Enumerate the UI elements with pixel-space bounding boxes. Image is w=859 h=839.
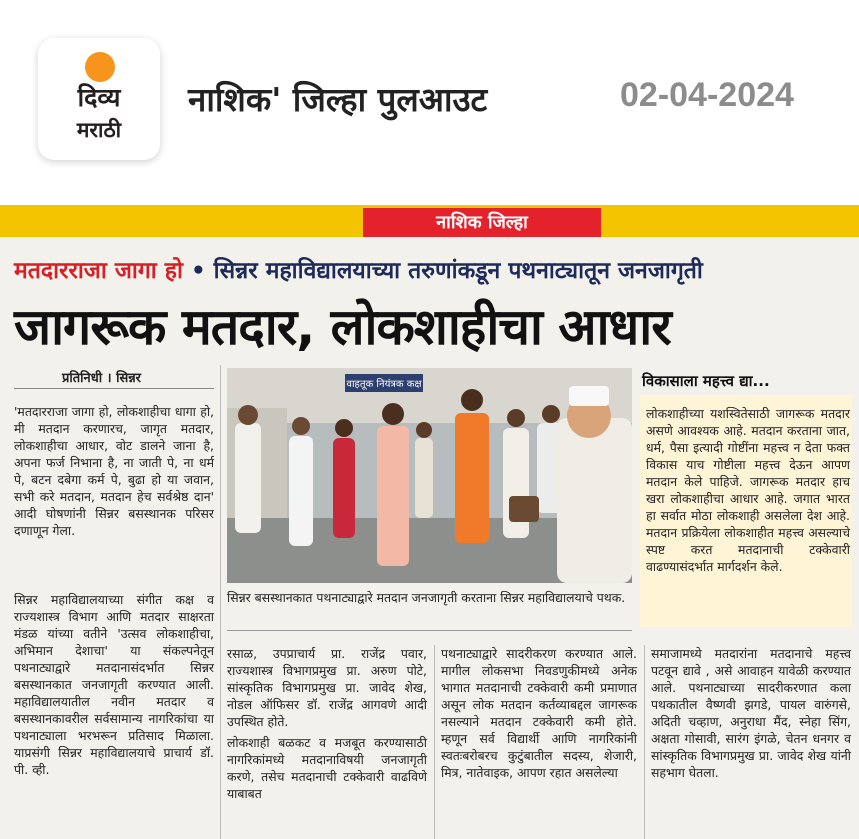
caption-divider bbox=[227, 630, 632, 631]
kicker-red: मतदारराजा जागा हो bbox=[14, 258, 183, 284]
byline-divider bbox=[14, 388, 214, 389]
headline: जागरूक मतदार, लोकशाहीचा आधार bbox=[14, 298, 671, 356]
section-tab: नाशिक जिल्हा bbox=[363, 208, 601, 237]
column-1-paragraph-2: सिन्नर महाविद्यालयाच्या संगीत कक्ष व राज्यशास्त्र विभाग आणि मतदार साक्षरता मंडळ यांच्या वतीने 'उत्सव लोकशाहीचा, अभिमान देशाचा' या संकल्पनेतून पथनाट्याद्वारे मतदानासंदर्भात सिन्नर बसस्थानकात जनजागृती करण्यात आली. महाविद्यालयातील नवीन मतदार व बसस्थानकावरील सर्वसामान्य नागरिकांचा या पथनाट्याला भरभरून प्रतिसाद मिळाला. याप्रसंगी सिन्नर महाविद्यालयाचे प्राचार्य डॉ. पी. व्ही. bbox=[14, 592, 214, 777]
article-column-3 bbox=[227, 645, 427, 806]
news-photo[interactable] bbox=[227, 368, 632, 583]
column-5-paragraph: समाजामध्ये मतदारांना मतदानाचे महत्त्व पटवून द्यावे , असे आवाहन यावेळी करण्यात आले. पथनाट्याच्या सादरीकरणात कला पथकातील वैष्णवी झगडे, पायल वारुंगसे, अदिती चव्हाण, अनुराधा मैंद, स्नेहा सिंग, अक्षता गोसावी, सारंग इंगळे, चेतन धनगर व सांस्कृतिक विभागप्रमुख प्रा. जावेद शेख यांनी सहभाग घेतला. bbox=[651, 646, 851, 780]
column-3-paragraph-1: रसाळ, उपप्राचार्य प्रा. राजेंद्र पवार, राज्यशास्त्र विभागप्रमुख प्रा. अरुण पोटे, सांस्कृतिक विभागप्रमुख प्रा. जावेद शेख, नोडल ऑफिसर डॉ. राजेंद्र आगवणे आदी उपस्थित होते. bbox=[227, 646, 427, 729]
column-rule-2 bbox=[434, 645, 435, 839]
divya-marathi-logo[interactable] bbox=[38, 38, 160, 160]
column-4-paragraph: पथनाट्याद्वारे सादरीकरण करण्यात आले. मागील लोकसभा निवडणुकीमध्ये अनेक भागात मतदानाची टक्केवारी कमी प्रमाणात असून लोक मतदान कर्तव्याबद्दल जागरूक नसल्याने मतदान टक्केवारी कमी होते. म्हणून सर्व विद्यार्थी आणि नागरिकांनी स्वतःबरोबरच कुटुंबातील सदस्य, शेजारी, मित्र, नातेवाइक, आपण रहात असलेल्या bbox=[441, 646, 637, 780]
column-rule-1 bbox=[220, 365, 221, 839]
kicker-tagline bbox=[14, 253, 703, 285]
logo-text-divya: दिव्य bbox=[77, 83, 121, 112]
sidebar-text: लोकशाहीच्या यशस्वितेसाठी जागरूक मतदार असणे आवश्यक आहे. मतदान करताना जात, धर्म, पैसा इत्यादी गोष्टींना महत्त्व न देता फक्त विकास याच गोष्टीला महत्त्व देऊन आपण मतदान केले पाहिजे. जागरूक मतदार हाच खरा लोकशाहीचा आधार आहे. जगात भारत हा सर्वात मोठा लोकशाही असलेला देश आहे. मतदान प्रक्रियेला लोकशाहीत महत्त्व असल्याचे स्पष्ट करत मतदानाची टक्केवारी वाढण्यासंदर्भात मार्गदर्शन केले. bbox=[646, 406, 850, 574]
column-3-paragraph-2: लोकशाही बळकट व मजबूत करण्यासाठी नागरिकांमध्ये मतदानाविषयी जनजागृती करणे, तसेच मतदानाची टक्केवारी वाढविणे याबाबत bbox=[227, 735, 427, 801]
logo-text-marathi: मराठी bbox=[76, 118, 122, 142]
column-rule-3 bbox=[644, 645, 645, 839]
newspaper-clipping[interactable] bbox=[0, 205, 859, 839]
byline: प्रतिनिधी । सिन्नर bbox=[62, 371, 141, 386]
article-column-5 bbox=[651, 645, 851, 785]
sidebar-heading: विकासाला महत्त्व द्या... bbox=[642, 372, 770, 390]
photo-caption: सिन्नर बसस्थानकात पथनाट्याद्वारे मतदान जनजागृती करताना सिन्नर महाविद्यालयाचे पथक. bbox=[227, 590, 626, 605]
article-column-4 bbox=[441, 645, 637, 785]
column-1-paragraph-1: 'मतदारराजा जागा हो, लोकशाहीचा धागा हो, मी मतदान करणारच, जागृत मतदार, लोकशाहीचा आधार, वोट डालने जाना है, अपना फर्ज निभाना है, ना जाती पे, ना धर्म पे, बटन दबेगा कर्म पे, बुढा हो या जवान, सभी करे मतदान, मतदान हेच सर्वश्रेष्ठ दान' आदी घोषणांनी सिन्नर बसस्थानक परिसर दणाणून गेला. bbox=[14, 404, 214, 538]
pullout-title: नाशिक' जिल्हा पुलआउट bbox=[188, 80, 488, 119]
sun-icon bbox=[85, 52, 115, 82]
article-column-1 bbox=[14, 403, 214, 543]
article-column-1-continued bbox=[14, 591, 214, 782]
photo-illustration bbox=[227, 368, 632, 583]
photo-sign-text: वाहतूक नियंत्रक कक्ष bbox=[346, 379, 422, 390]
kicker-rest: • सिन्नर महाविद्यालयाच्या तरुणांकडून पथनाट्यातून जनजागृती bbox=[190, 258, 703, 284]
app-header bbox=[0, 0, 859, 190]
edition-date: 02-04-2024 bbox=[620, 76, 794, 114]
